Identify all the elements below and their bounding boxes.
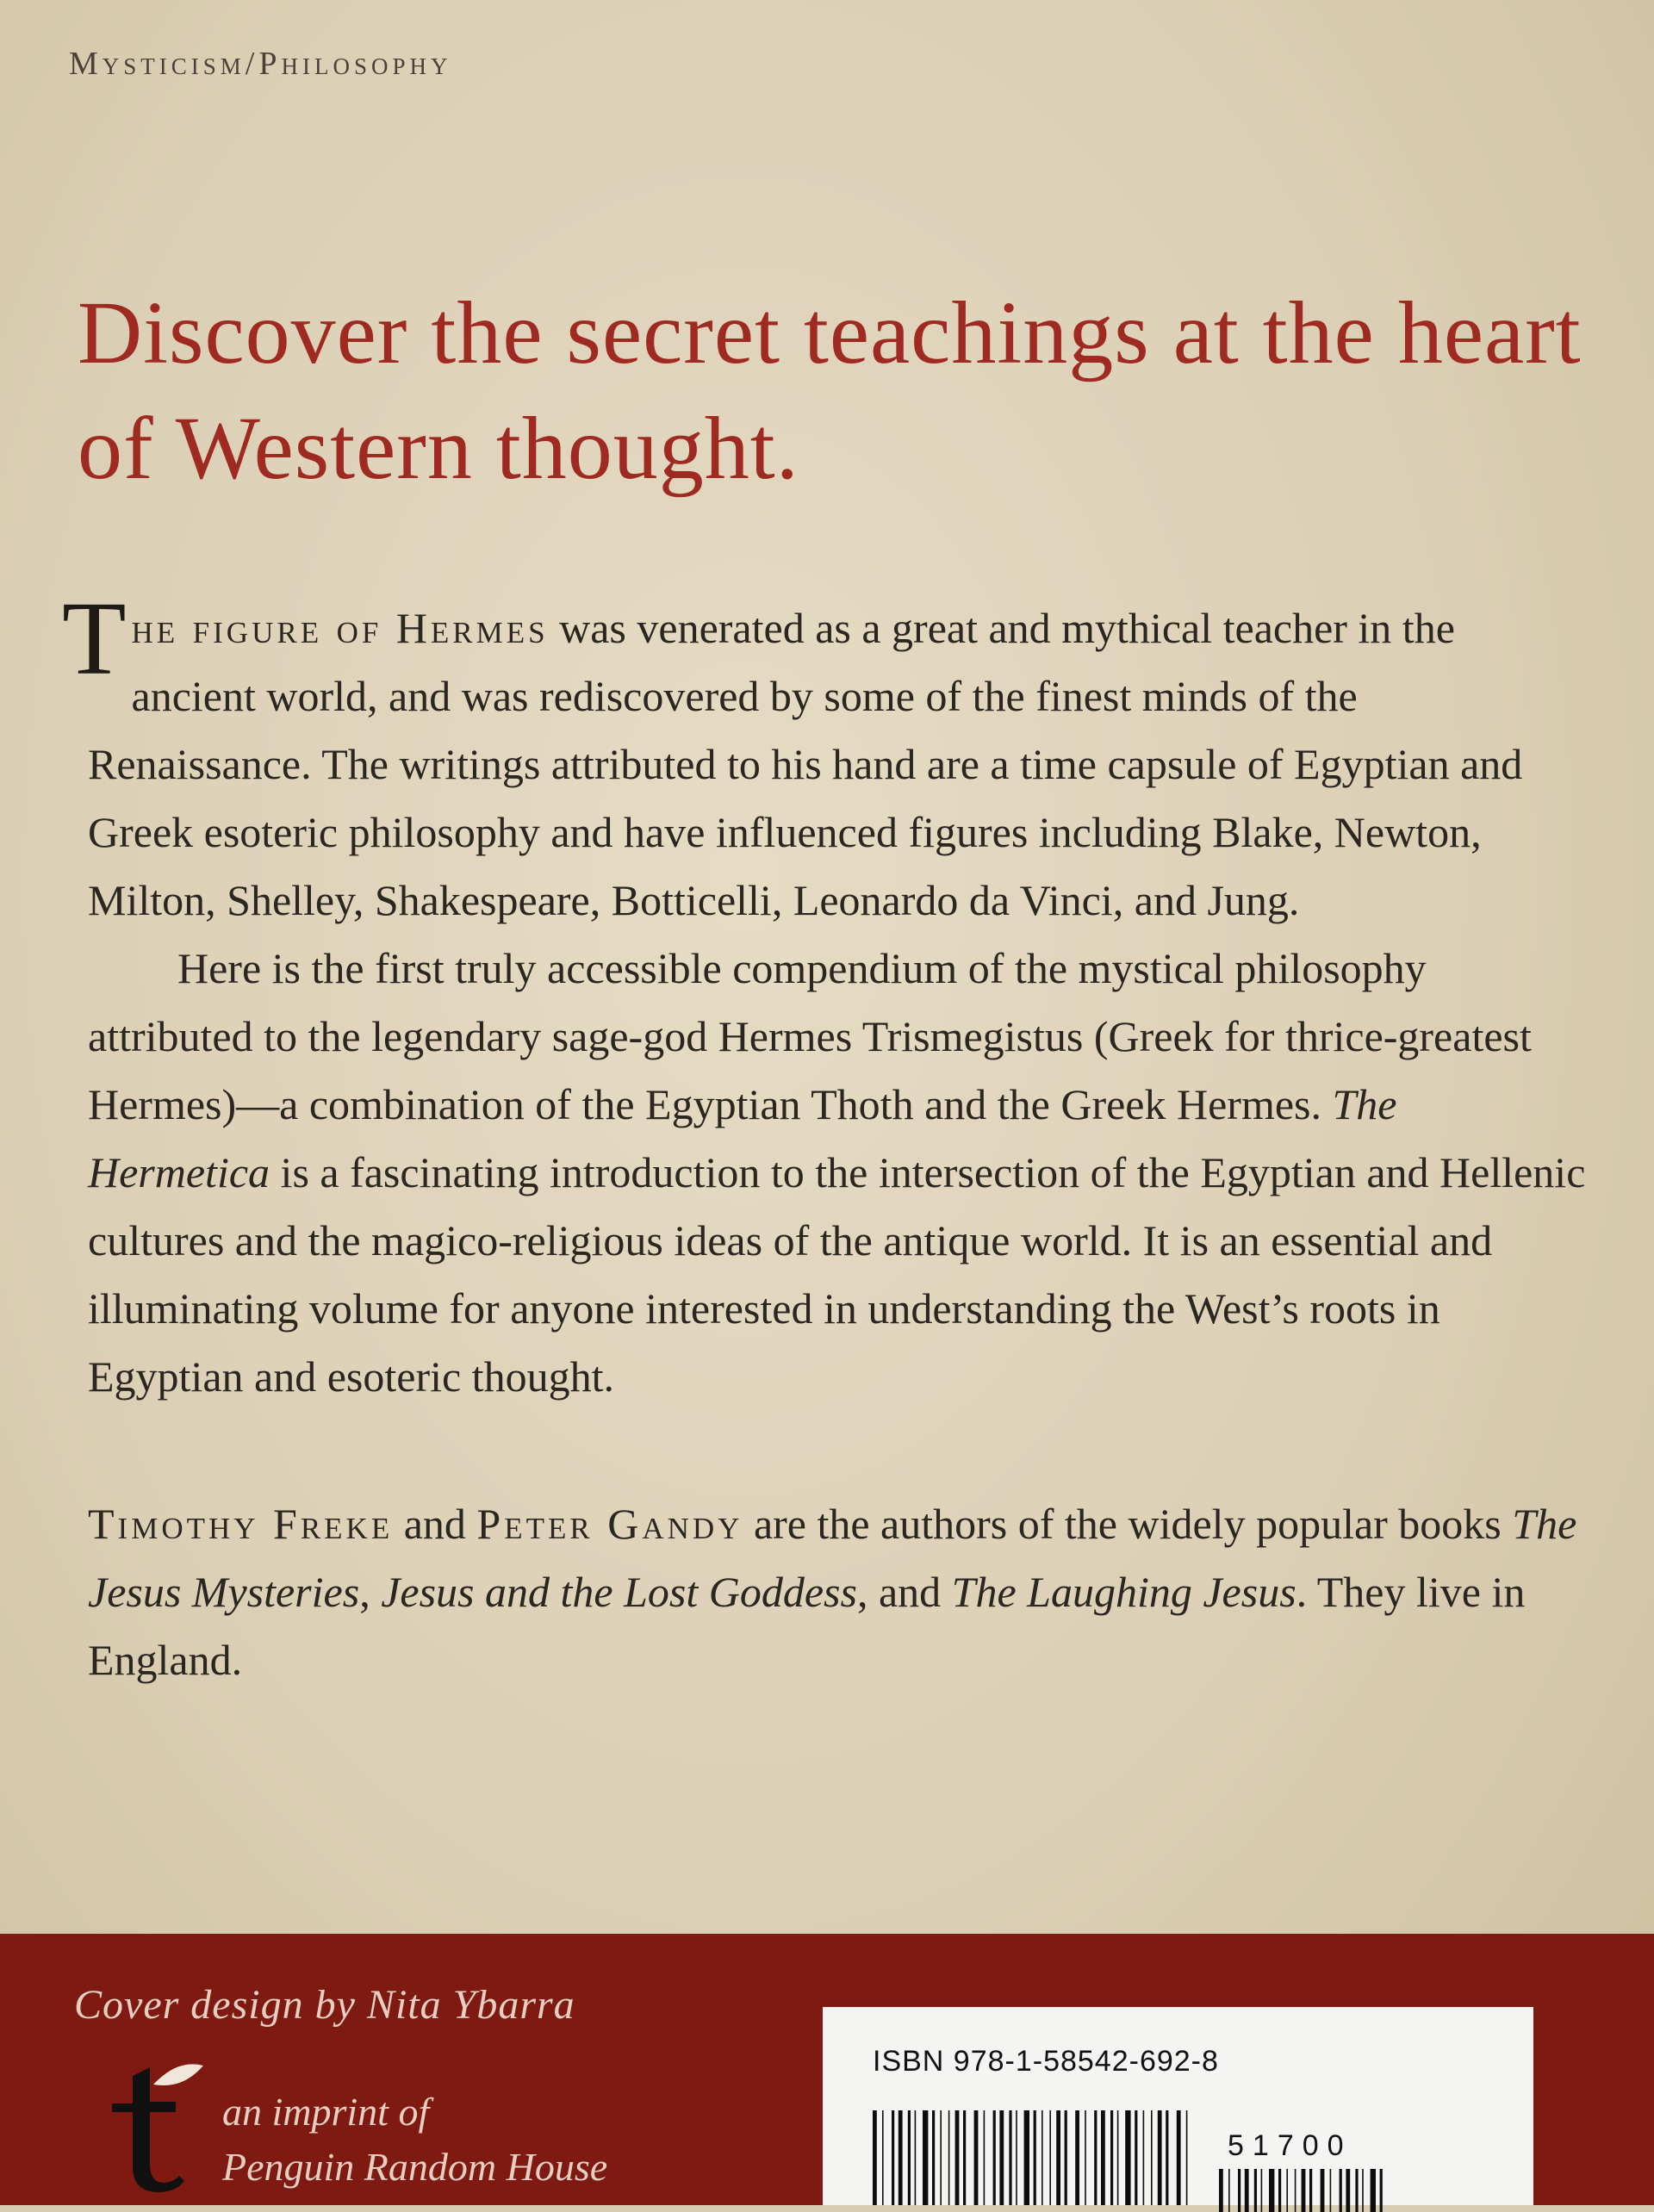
headline: Discover the secret teachings at the heart of Western thought. bbox=[78, 283, 1582, 498]
author-name-1: Timothy Freke bbox=[88, 1500, 394, 1548]
bio-connector: and bbox=[393, 1500, 477, 1548]
price-code: 51700 bbox=[1228, 2129, 1352, 2162]
imprint-text bbox=[222, 2085, 607, 2195]
bio-separator: , bbox=[359, 1568, 382, 1616]
book-title: The Hermetica bbox=[88, 1080, 1397, 1196]
book-2: Jesus and the Lost Goddess bbox=[381, 1568, 857, 1616]
paragraph-1-text: was venerated as a great and mythical teacher in the ancient world, and was rediscovered by some of the finest minds of the Renaissance. The writings attributed to his hand are a time capsule of Egyptian and Greek esoteric philosophy and have influenced figures including Blake, Newton, Milton, Shelley, Shakespeare, Botticelli, Leonardo da Vinci, and Jung. bbox=[88, 604, 1523, 924]
bio-text: are the authors of the widely popular books bbox=[743, 1500, 1513, 1548]
cover-credit: Cover design by Nita Ybarra bbox=[74, 1982, 575, 2028]
bio-separator: , and bbox=[856, 1568, 952, 1616]
imprint-line-2: Penguin Random House bbox=[222, 2145, 608, 2189]
barcode-panel bbox=[823, 2007, 1533, 2205]
description-paragraph-1 bbox=[62, 581, 1587, 935]
paragraph-2-rest: is a fascinating introduction to the intersection of the Egyptian and Hellenic cultures and the magico-religious ideas of the antique world. It is an essential and illuminating volume for anyone interested in understanding the West’s roots in Egyptian and esoteric thought. bbox=[88, 1148, 1586, 1401]
isbn-label: ISBN 978-1-58542-692-8 bbox=[873, 2045, 1219, 2078]
isbn-barcode bbox=[873, 2110, 1191, 2205]
price-barcode bbox=[1219, 2169, 1383, 2212]
category-label: Mysticism/Philosophy bbox=[69, 46, 452, 82]
description-paragraph-2 bbox=[88, 935, 1587, 1411]
description-block bbox=[62, 581, 1587, 1694]
book-1: The Jesus Mysteries bbox=[88, 1500, 1577, 1616]
author-bio bbox=[88, 1490, 1587, 1694]
bio-text-end: . They live in England. bbox=[88, 1568, 1526, 1684]
drop-cap: T bbox=[62, 581, 127, 697]
paragraph-2-text: Here is the first truly accessible compendium of the mystical philosophy attributed to the legendary sage-god Hermes Trismegistus (Greek for thrice-greatest Hermes)—a combination of the Egyptian Thoth and the Greek Hermes. bbox=[88, 944, 1532, 1128]
book-3: The Laughing Jesus bbox=[951, 1568, 1296, 1616]
lead-in: he figure of Hermes bbox=[131, 604, 549, 652]
tarcher-logo-icon bbox=[83, 2050, 203, 2205]
author-name-2: Peter Gandy bbox=[476, 1500, 743, 1548]
imprint-line-1: an imprint of bbox=[222, 2090, 430, 2134]
